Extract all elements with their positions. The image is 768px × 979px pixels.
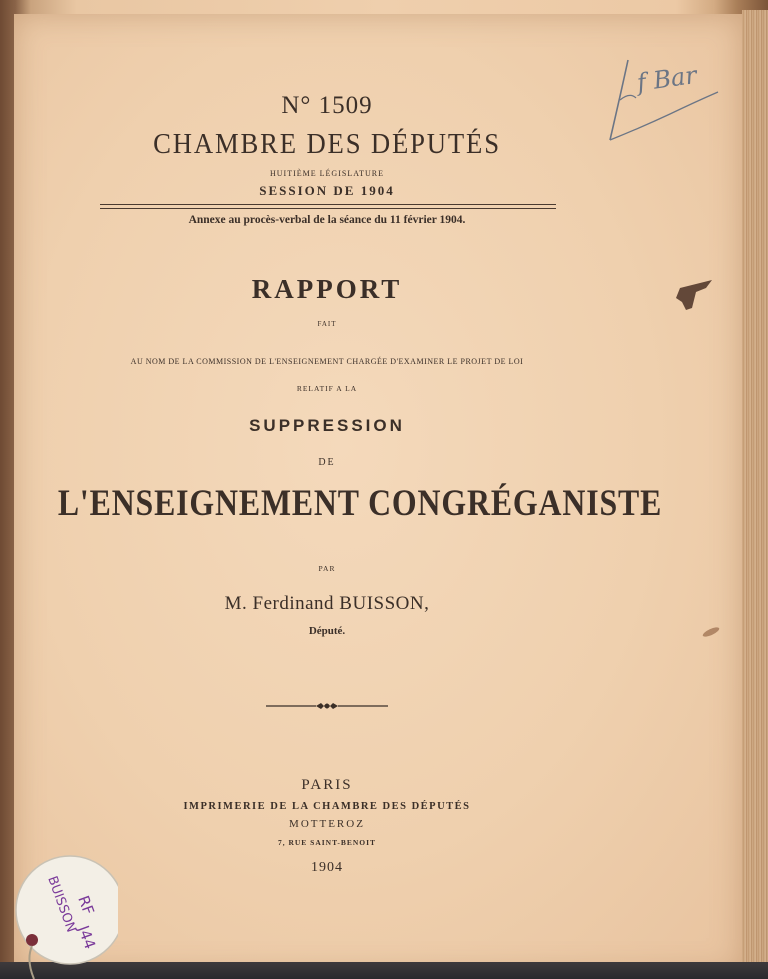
author-title: Député. (308, 625, 346, 637)
imprint-address: 7, RUE SAINT-BENOIT (277, 838, 377, 847)
book-page-edges (742, 10, 768, 979)
session-label: SESSION DE 1904 (259, 183, 395, 198)
header-rule-bottom (100, 208, 556, 209)
imprint-printer: IMPRIMERIE DE LA CHAMBRE DES DÉPUTÉS (183, 801, 471, 812)
annex-note: Annexe au procès-verbal de la séance du 11 février 1904. (188, 214, 466, 226)
commission-line: AU NOM DE LA COMMISSION DE L'ENSEIGNEMENT CHARGÉE D'EXAMINER LE PROJET DE LOI (130, 357, 524, 366)
label-text-line3: BUISSON (44, 874, 79, 935)
suppression-heading: SUPPRESSION (249, 416, 405, 435)
ornament-divider (266, 700, 388, 712)
label-text-line1: RF (74, 893, 98, 918)
subject-title: L'ENSEIGNEMENT CONGRÉGANISTE (57, 483, 663, 524)
document-number: N° 1509 (281, 92, 373, 119)
imprint-year: 1904 (311, 860, 343, 875)
fait-label: FAIT (317, 320, 337, 328)
par-label: PAR (318, 564, 336, 573)
paper-stain (700, 626, 722, 638)
de-label: DE (318, 457, 336, 468)
chamber-title: CHAMBRE DES DÉPUTÉS (153, 128, 501, 160)
relatif-label: RELATIF A LA (296, 384, 358, 393)
author-name: M. Ferdinand BUISSON, (224, 593, 430, 614)
report-heading: RAPPORT (251, 274, 403, 304)
imprint-city: PARIS (301, 777, 353, 793)
signature-text: f Bar (635, 60, 699, 98)
ink-blot (672, 278, 720, 316)
label-text-line2: J44 (74, 923, 100, 952)
header-rule-top (100, 204, 556, 205)
library-shelf-label (8, 848, 118, 979)
imprint-printer-name: MOTTEROZ (289, 818, 365, 830)
pencil-signature (600, 48, 730, 148)
legislature-label: HUITIÈME LÉGISLATURE (270, 169, 384, 178)
